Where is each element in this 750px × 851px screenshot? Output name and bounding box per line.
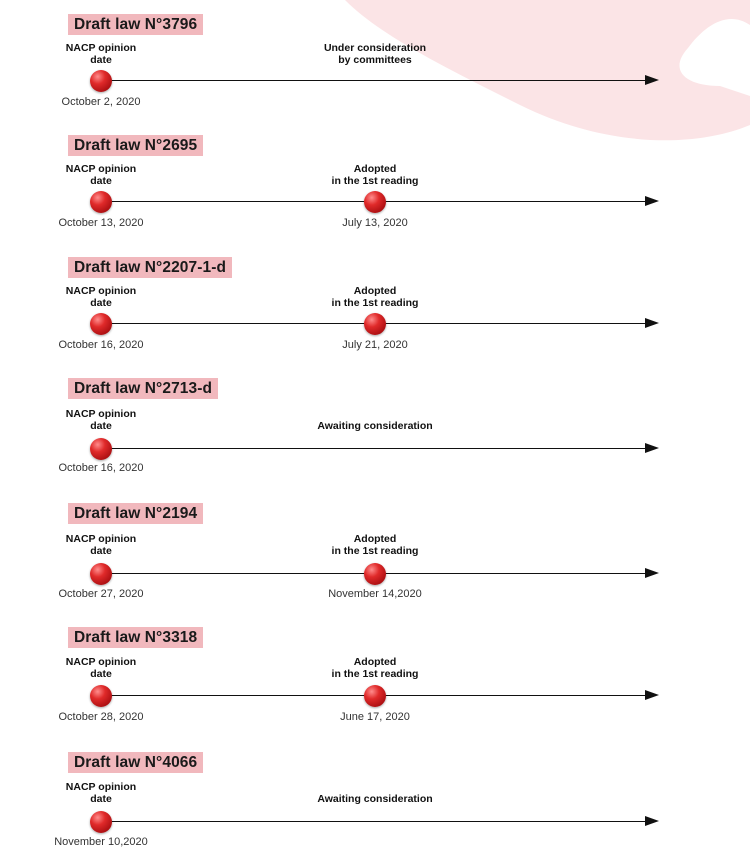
nacp-date-marker xyxy=(90,70,112,92)
nacp-opinion-date: October 13, 2020 xyxy=(58,217,144,229)
nacp-opinion-date: October 16, 2020 xyxy=(58,462,144,474)
stage-date: July 21, 2020 xyxy=(342,339,408,351)
timeline-title: Draft law N°2194 xyxy=(68,503,203,524)
nacp-date-marker xyxy=(90,563,112,585)
timeline-title: Draft law N°3796 xyxy=(68,14,203,35)
timeline-axis xyxy=(100,80,650,81)
stage-date: November 14,2020 xyxy=(328,588,422,600)
stage-label: Awaiting consideration xyxy=(317,420,433,432)
timeline-title: Draft law N°2695 xyxy=(68,135,203,156)
nacp-opinion-label: NACP opinion date xyxy=(65,163,137,187)
nacp-opinion-label: NACP opinion date xyxy=(65,656,137,680)
nacp-opinion-date: October 28, 2020 xyxy=(58,711,144,723)
nacp-opinion-date: October 2, 2020 xyxy=(61,96,141,108)
arrow-right-icon xyxy=(645,196,659,206)
timeline-draft-law-3318 xyxy=(0,627,750,737)
timeline-draft-law-2713-d xyxy=(0,378,750,488)
timeline-title: Draft law N°2713-d xyxy=(68,378,218,399)
stage-label: Adopted in the 1st reading xyxy=(331,656,419,680)
timeline-title: Draft law N°3318 xyxy=(68,627,203,648)
nacp-opinion-label: NACP opinion date xyxy=(65,533,137,557)
nacp-opinion-label: NACP opinion date xyxy=(65,42,137,66)
stage-date-marker xyxy=(364,313,386,335)
nacp-opinion-date: November 10,2020 xyxy=(54,836,148,848)
timeline-title: Draft law N°2207-1-d xyxy=(68,257,232,278)
arrow-right-icon xyxy=(645,318,659,328)
timeline-axis xyxy=(100,448,650,449)
nacp-opinion-date: October 27, 2020 xyxy=(58,588,144,600)
stage-label: Adopted in the 1st reading xyxy=(331,533,419,557)
timeline-draft-law-2207-1-d xyxy=(0,257,750,367)
stage-date-marker xyxy=(364,191,386,213)
stage-date: July 13, 2020 xyxy=(342,217,408,229)
nacp-opinion-date: October 16, 2020 xyxy=(58,339,144,351)
nacp-date-marker xyxy=(90,191,112,213)
arrow-right-icon xyxy=(645,443,659,453)
timeline-draft-law-4066 xyxy=(0,752,750,851)
stage-label: Under consideration by committees xyxy=(323,42,427,66)
arrow-right-icon xyxy=(645,690,659,700)
nacp-opinion-label: NACP opinion date xyxy=(65,285,137,309)
timeline-draft-law-2194 xyxy=(0,503,750,613)
timeline-title: Draft law N°4066 xyxy=(68,752,203,773)
nacp-opinion-label: NACP opinion date xyxy=(65,781,137,805)
nacp-date-marker xyxy=(90,685,112,707)
nacp-date-marker xyxy=(90,811,112,833)
timeline-draft-law-3796 xyxy=(0,14,750,124)
stage-label: Adopted in the 1st reading xyxy=(331,163,419,187)
arrow-right-icon xyxy=(645,75,659,85)
stage-date: June 17, 2020 xyxy=(340,711,410,723)
timeline-draft-law-2695 xyxy=(0,135,750,245)
stage-label: Awaiting consideration xyxy=(317,793,433,805)
nacp-date-marker xyxy=(90,313,112,335)
stage-date-marker xyxy=(364,685,386,707)
arrow-right-icon xyxy=(645,816,659,826)
stage-label: Adopted in the 1st reading xyxy=(331,285,419,309)
stage-date-marker xyxy=(364,563,386,585)
nacp-opinion-label: NACP opinion date xyxy=(65,408,137,432)
arrow-right-icon xyxy=(645,568,659,578)
timeline-axis xyxy=(100,821,650,822)
nacp-date-marker xyxy=(90,438,112,460)
